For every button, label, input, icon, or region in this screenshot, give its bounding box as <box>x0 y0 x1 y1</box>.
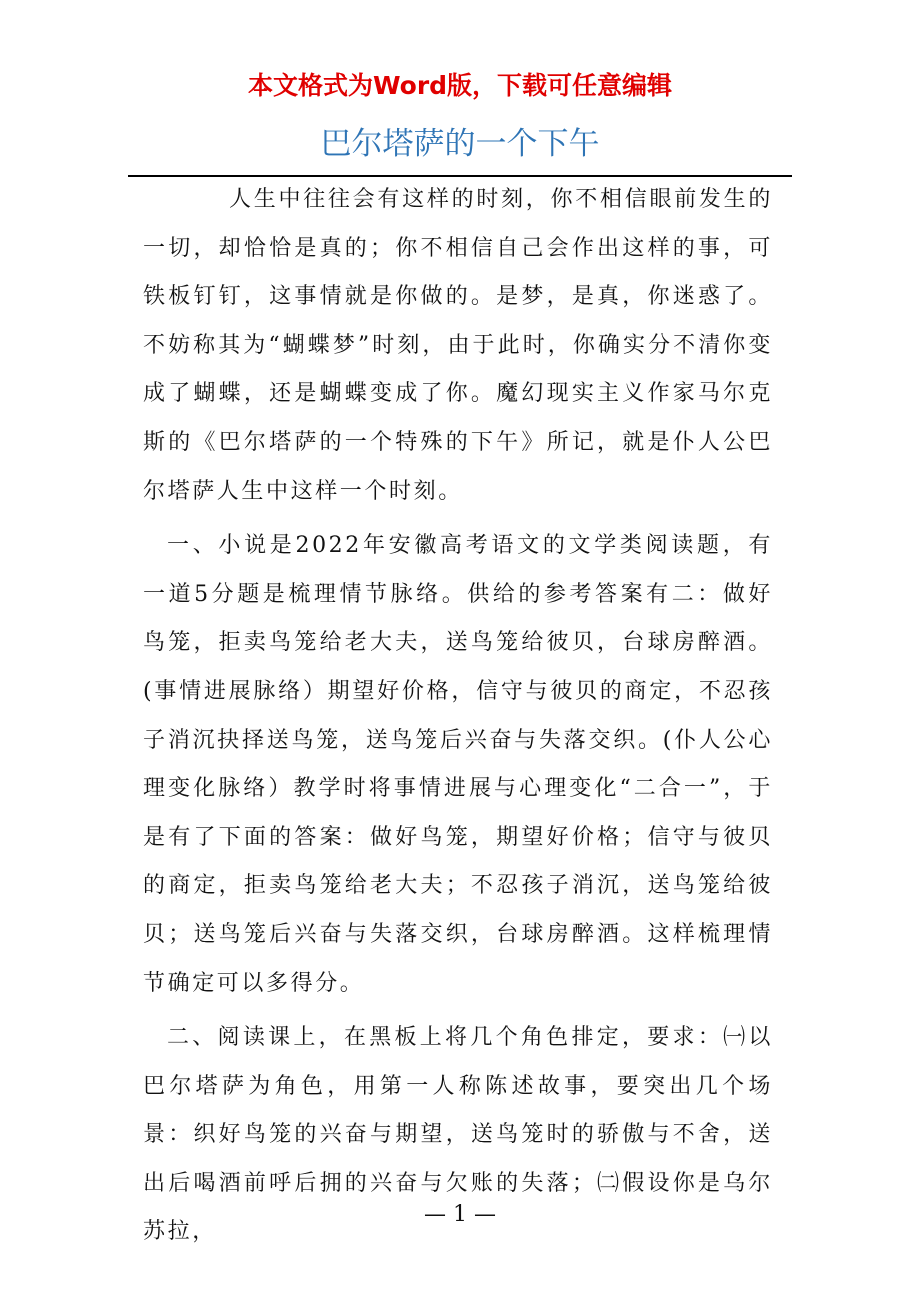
format-notice-banner: 本文格式为Word版，下载可任意编辑 <box>247 71 673 100</box>
paragraph-intro: 人生中往往会有这样的时刻，你不相信眼前发生的一切，却恰恰是真的；你不相信自己会作出这样的事，可铁板钉钉，这事情就是你做的。是梦，是真，你迷惑了。不妨称其为“蝴蝶梦”时刻，由于此时，你确实分不清你变成了蝴蝶，还是蝴蝶变成了你。魔幻现实主义作家马尔克斯的《巴尔塔萨的一个特殊的下午》所记，就是仆人公巴尔塔萨人生中这样一个时刻。 <box>143 187 773 504</box>
paragraph-section-1: 一、小说是2022年安徽高考语文的文学类阅读题，有一道5分题是梳理情节脉络。供给的参考答案有二：做好鸟笼，拒卖鸟笼给老大夫，送鸟笼给彼贝，台球房醉酒。(事情进展脉络）期望好价格，信守与彼贝的商定，不忍孩子消沉抉择送鸟笼，送鸟笼后兴奋与失落交织。(仆人公心理变化脉络）教学时将事情进展与心理变化“二合一”，于是有了下面的答案：做好鸟笼，期望好价格；信守与彼贝的商定，拒卖鸟笼给老大夫；不忍孩子消沉，送鸟笼给彼贝；送鸟笼后兴奋与失落交织，台球房醉酒。这样梳理情节确定可以多得分。 <box>143 533 773 996</box>
document-body <box>143 176 773 1257</box>
page-number: — 1 — <box>424 1202 496 1227</box>
paragraph-section-2: 二、阅读课上，在黑板上将几个角色排定，要求：㈠以巴尔塔萨为角色，用第一人称陈述故事，要突出几个场景：织好鸟笼的兴奋与期望，送鸟笼时的骄傲与不舍，送出后喝酒前呼后拥的兴奋与欠账的失落；㈡假设你是乌尔苏拉， <box>143 1025 773 1245</box>
document-title: 巴尔塔萨的一个下午 <box>320 126 600 162</box>
